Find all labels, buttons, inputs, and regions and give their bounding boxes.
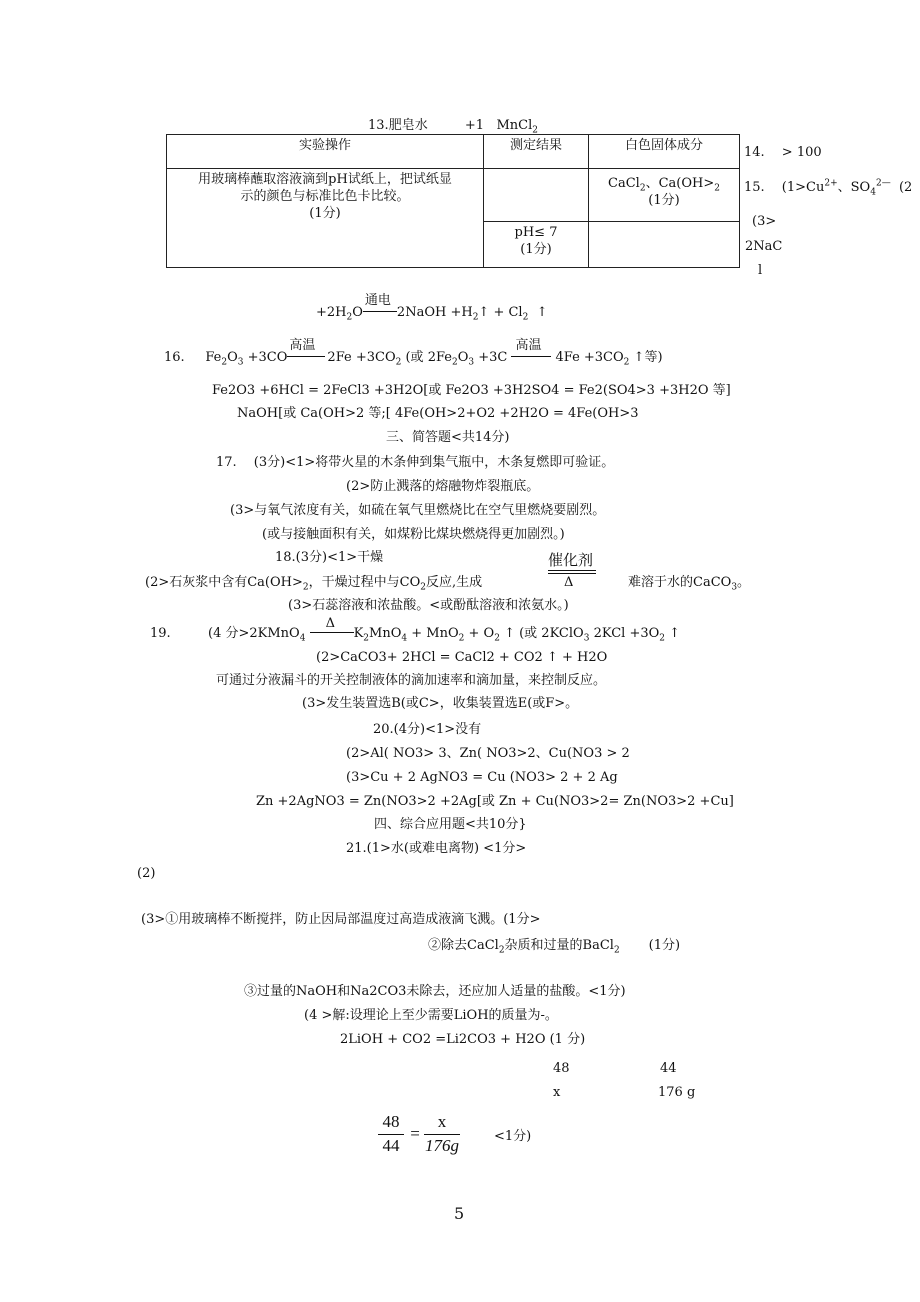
q19-arrow-line [310,632,354,633]
q20-line-1: 20.(4分)<1>没有 [373,722,482,737]
q13-answer-3: MnCl [496,118,533,133]
q18-line-3: (3>石蕊溶液和浓盐酸。<或酚酞溶液和浓氨水。) [288,598,569,613]
mass-ratio-1: 48 [553,1061,570,1076]
q18-line-1: 18.(3分)<1>干燥 [275,550,384,565]
q18-sub-c: 3 [731,582,738,593]
q19-sub-d: 2 [458,633,465,644]
q16-alt: (或 2Fe [405,350,452,365]
fraction-right-den: 176g [425,1136,459,1155]
fraction-score: <1分) [494,1129,532,1144]
q15-so-sub: 4 [870,187,876,198]
solid-formula-a: CaCl [608,176,640,192]
q21-line-5: ③过量的NaOH和Na2CO3未除去，还应加人适量的盐酸。<1分) [244,984,626,999]
q16-arrow-2-line [511,356,551,357]
q21-line-1: 21.(1>水(或难电离物) <1分> [346,841,527,856]
q18-line-2 [145,575,482,591]
electro-post: 2NaOH +H [396,305,473,320]
q18-l2-c: 反应,生成 [425,575,483,590]
q21-line-4 [428,938,680,954]
table-cell-result-2 [484,221,589,267]
solid-formula [593,175,735,192]
q16-sub-a: 2 [221,357,228,368]
q17-line-3: (3>与氧气浓度有关，如硫在氧气里燃烧比在空气里燃烧要剧烈。 [230,503,606,518]
q20-line-2: (2>Al( NO3> 3、Zn( NO3>2、Cu(NO3 > 2 [346,746,630,761]
q16-sub-b: 3 [237,357,244,368]
electro-pre-sub: 2 [346,312,353,323]
q19-l1-c: MnO [369,626,402,641]
electro-o: O [352,305,363,320]
q15-sep: 、SO [837,180,871,195]
q19-delta: Δ [325,616,335,631]
q18-sub-a: 2 [302,582,309,593]
q19-l1-a: (4 分>2KMnO [208,626,300,641]
q13-answer-2: +1 [464,118,485,133]
q19-line-4: (3>发生装置选B(或C>，收集装置选E(或F>。 [302,696,579,711]
q19-line-1 [208,616,681,644]
operation-text-1: 用玻璃棒蘸取溶液滴到pH试纸上，把试纸显 [198,172,452,188]
q18-delta: Δ [564,575,574,590]
electro-arrow [363,293,397,321]
q16-end: ↑等) [633,350,663,365]
q16-products-1: 2Fe +3CO [327,350,396,365]
q19-sub-a: 4 [299,633,306,644]
q21-line-6: (4 >解:设理论上至少需要LiOH的质量为-。 [304,1008,558,1023]
q21-line-3: (3>①用玻璃棒不断搅拌，防止因局部温度过高造成液滴飞溅。(1分> [141,912,541,927]
electro-h-sub: 2 [472,312,479,323]
q16-condition-2: 高温 [515,338,542,353]
result-2-text: pH≤ 7 [514,224,558,240]
fraction-left-bar [378,1134,404,1135]
table-cell-result-1 [484,169,589,221]
electrolysis-equation [316,293,548,323]
q13-answer-3-sub: 2 [532,125,539,136]
solid-formula-sub: 2 [639,183,646,194]
q18-l2-b: ，干燥过程中与CO [308,575,421,590]
mass-ratio-2: 44 [660,1061,677,1076]
q15-tail: (2 [898,180,913,195]
q18-line-2-end: 难溶于水的CaCO$_3$。 [628,575,751,593]
q16-arrow-1 [287,338,327,366]
q19-l1-e: + O [468,626,495,641]
fraction-left-num: 48 [382,1112,400,1131]
q19-arrow [310,616,354,642]
q18-catalyst: 催化剂 [548,551,594,569]
q16-sub-e: 3 [468,357,475,368]
q21-line-7: 2LiOH + CO2 =Li2CO3 + H2O (1 分) [340,1032,586,1047]
electro-condition: 通电 [364,293,391,308]
q15-line [744,180,912,196]
experiment-table [166,134,740,268]
q19-l1-d: + MnO [411,626,459,641]
q19-line-2: (2>CaCO3+ 2HCl = CaCl2 + CO2 ↑ + H2O [316,650,608,665]
electro-pre: +2H [316,305,347,320]
q19-l1-h: ↑ [669,626,681,641]
q19-l1-f: ↑ (或 2KClO [504,626,584,641]
q13-num: 13. [368,118,389,133]
q19-sub-e: 2 [494,633,500,644]
fraction-right-num: x [437,1112,447,1131]
q15-nacl-2: l [758,263,763,278]
q21-sub-b: 2 [613,945,620,956]
mass-known: 176 g [658,1085,696,1100]
q15-part3: (3> [752,214,777,229]
q18-l2-d: 难溶于水的CaCO [628,575,732,590]
q16-line-1: 16. $Fe_2O_3 +3CO$ 高温 $2Fe +3CO_2$ (或 $2Fe_2O_3 +3C$ 高温 $4Fe +3CO_2$ ↑等) [164,338,663,368]
q19-num: 19. [150,626,171,641]
q19-sub-f: 3 [583,633,590,644]
q19-l1-g: 2KCl +3O [593,626,660,641]
table-header-result: 测定结果 [484,135,589,169]
q16-sub-c: 2 [395,357,402,368]
q18-arrow-line-1 [548,570,596,571]
result-2-score: (1分) [520,241,552,257]
q13-answer-1: 肥皂水 [388,118,428,133]
electro-arrow-line [363,311,397,312]
q20-line-4: Zn +2AgNO3 = Zn(NO3>2 +2Ag[或 Zn + Cu(NO3>2= Zn(NO3>2 +Cu] [256,794,734,809]
mass-unknown: x [553,1085,561,1100]
electro-cl-sub: 2 [522,312,529,323]
q15-so-charge: 2— [875,178,891,189]
q21-sub-a: 2 [498,945,505,956]
solid-formula-sub-2: 2 [714,183,720,194]
section-3-title: 三、简答题<共14分) [386,430,510,445]
electro-post-tail: ↑ + Cl [478,305,523,320]
q17-line-2: (2>防止溅落的熔融物炸裂瓶底。 [346,479,540,494]
q19-sub-g: 2 [659,633,666,644]
q16-products-2: 4Fe +3CO [555,350,624,365]
q16-sub-d: 2 [451,357,458,368]
q21-l4-score: (1分) [648,938,681,953]
q19-sub-b: 2 [363,633,370,644]
q20-line-3: (3>Cu + 2 AgNO3 = Cu (NO3> 2 + 2 Ag [346,770,618,785]
table-cell-operation [167,169,484,268]
q14-line: 14. > 100 [744,145,822,160]
fraction-right-bar [424,1134,460,1135]
table-header-solid: 白色固体成分 [589,135,740,169]
solid-formula-b: 、Ca(OH> [645,176,715,192]
table-header-operation: 实验操作 [167,135,484,169]
operation-text-2: 示的颜色与标准比色卡比较。 [240,189,410,205]
q18-sub-b: 2 [420,582,426,593]
q16-fe: Fe [205,350,222,365]
q21-l4-a: ②除去CaCl [428,938,499,953]
q15-nacl-1: 2NaC [745,239,783,254]
electro-end: ↑ [536,305,548,320]
fraction-equals: = [410,1124,420,1143]
page-number: 5 [454,1204,465,1223]
q21-l4-b: 杂质和过量的BaCl [504,938,614,953]
q16-num: 16. [164,350,185,365]
operation-score: (1分) [309,206,341,222]
section-4-title: 四、综合应用题<共10分} [374,817,527,832]
q18-arrow-line-2 [548,573,596,574]
q21-line-2: (2) [137,866,156,881]
q16-line-2: Fe2O3 +6HCl = 2FeCl3 +3H2O[或 Fe2O3 +3H2SO4 = Fe2(SO4>3 +3H2O 等] [212,383,731,398]
q16-arrow-1-line [287,356,325,357]
q16-condition-1: 高温 [289,338,316,353]
q18-l2-a: (2>石灰浆中含有Ca(OH> [145,575,303,590]
table-cell-solid-1 [589,169,740,221]
q19-l1-b: K [353,626,364,641]
q16-line-3: NaOH[或 Ca(OH>2 等;[ 4Fe(OH>2+O2 +2H2O = 4Fe(OH>3 [237,406,639,421]
q17-line-4: (或与接触面积有关，如煤粉比煤块燃烧得更加剧烈。) [262,527,565,542]
q15-cu-charge: 2+ [824,178,838,189]
q17-line-1: 17. (3分)<1>将带火星的木条伸到集气瓶中，木条复燃即可验证。 [216,455,615,470]
table-cell-solid-2 [589,221,740,267]
q16-arrow-2 [511,338,555,366]
q15-prefix: 15. (1>Cu [744,180,825,195]
q13-line [368,118,538,134]
fraction-left-den: 44 [382,1136,400,1155]
solid-score: (1分) [648,193,680,209]
q19-sub-c: 4 [401,633,408,644]
q16-sub-f: 2 [623,357,630,368]
q19-line-3: 可通过分液漏斗的开关控制液体的滴加速率和滴加量，来控制反应。 [216,673,607,688]
